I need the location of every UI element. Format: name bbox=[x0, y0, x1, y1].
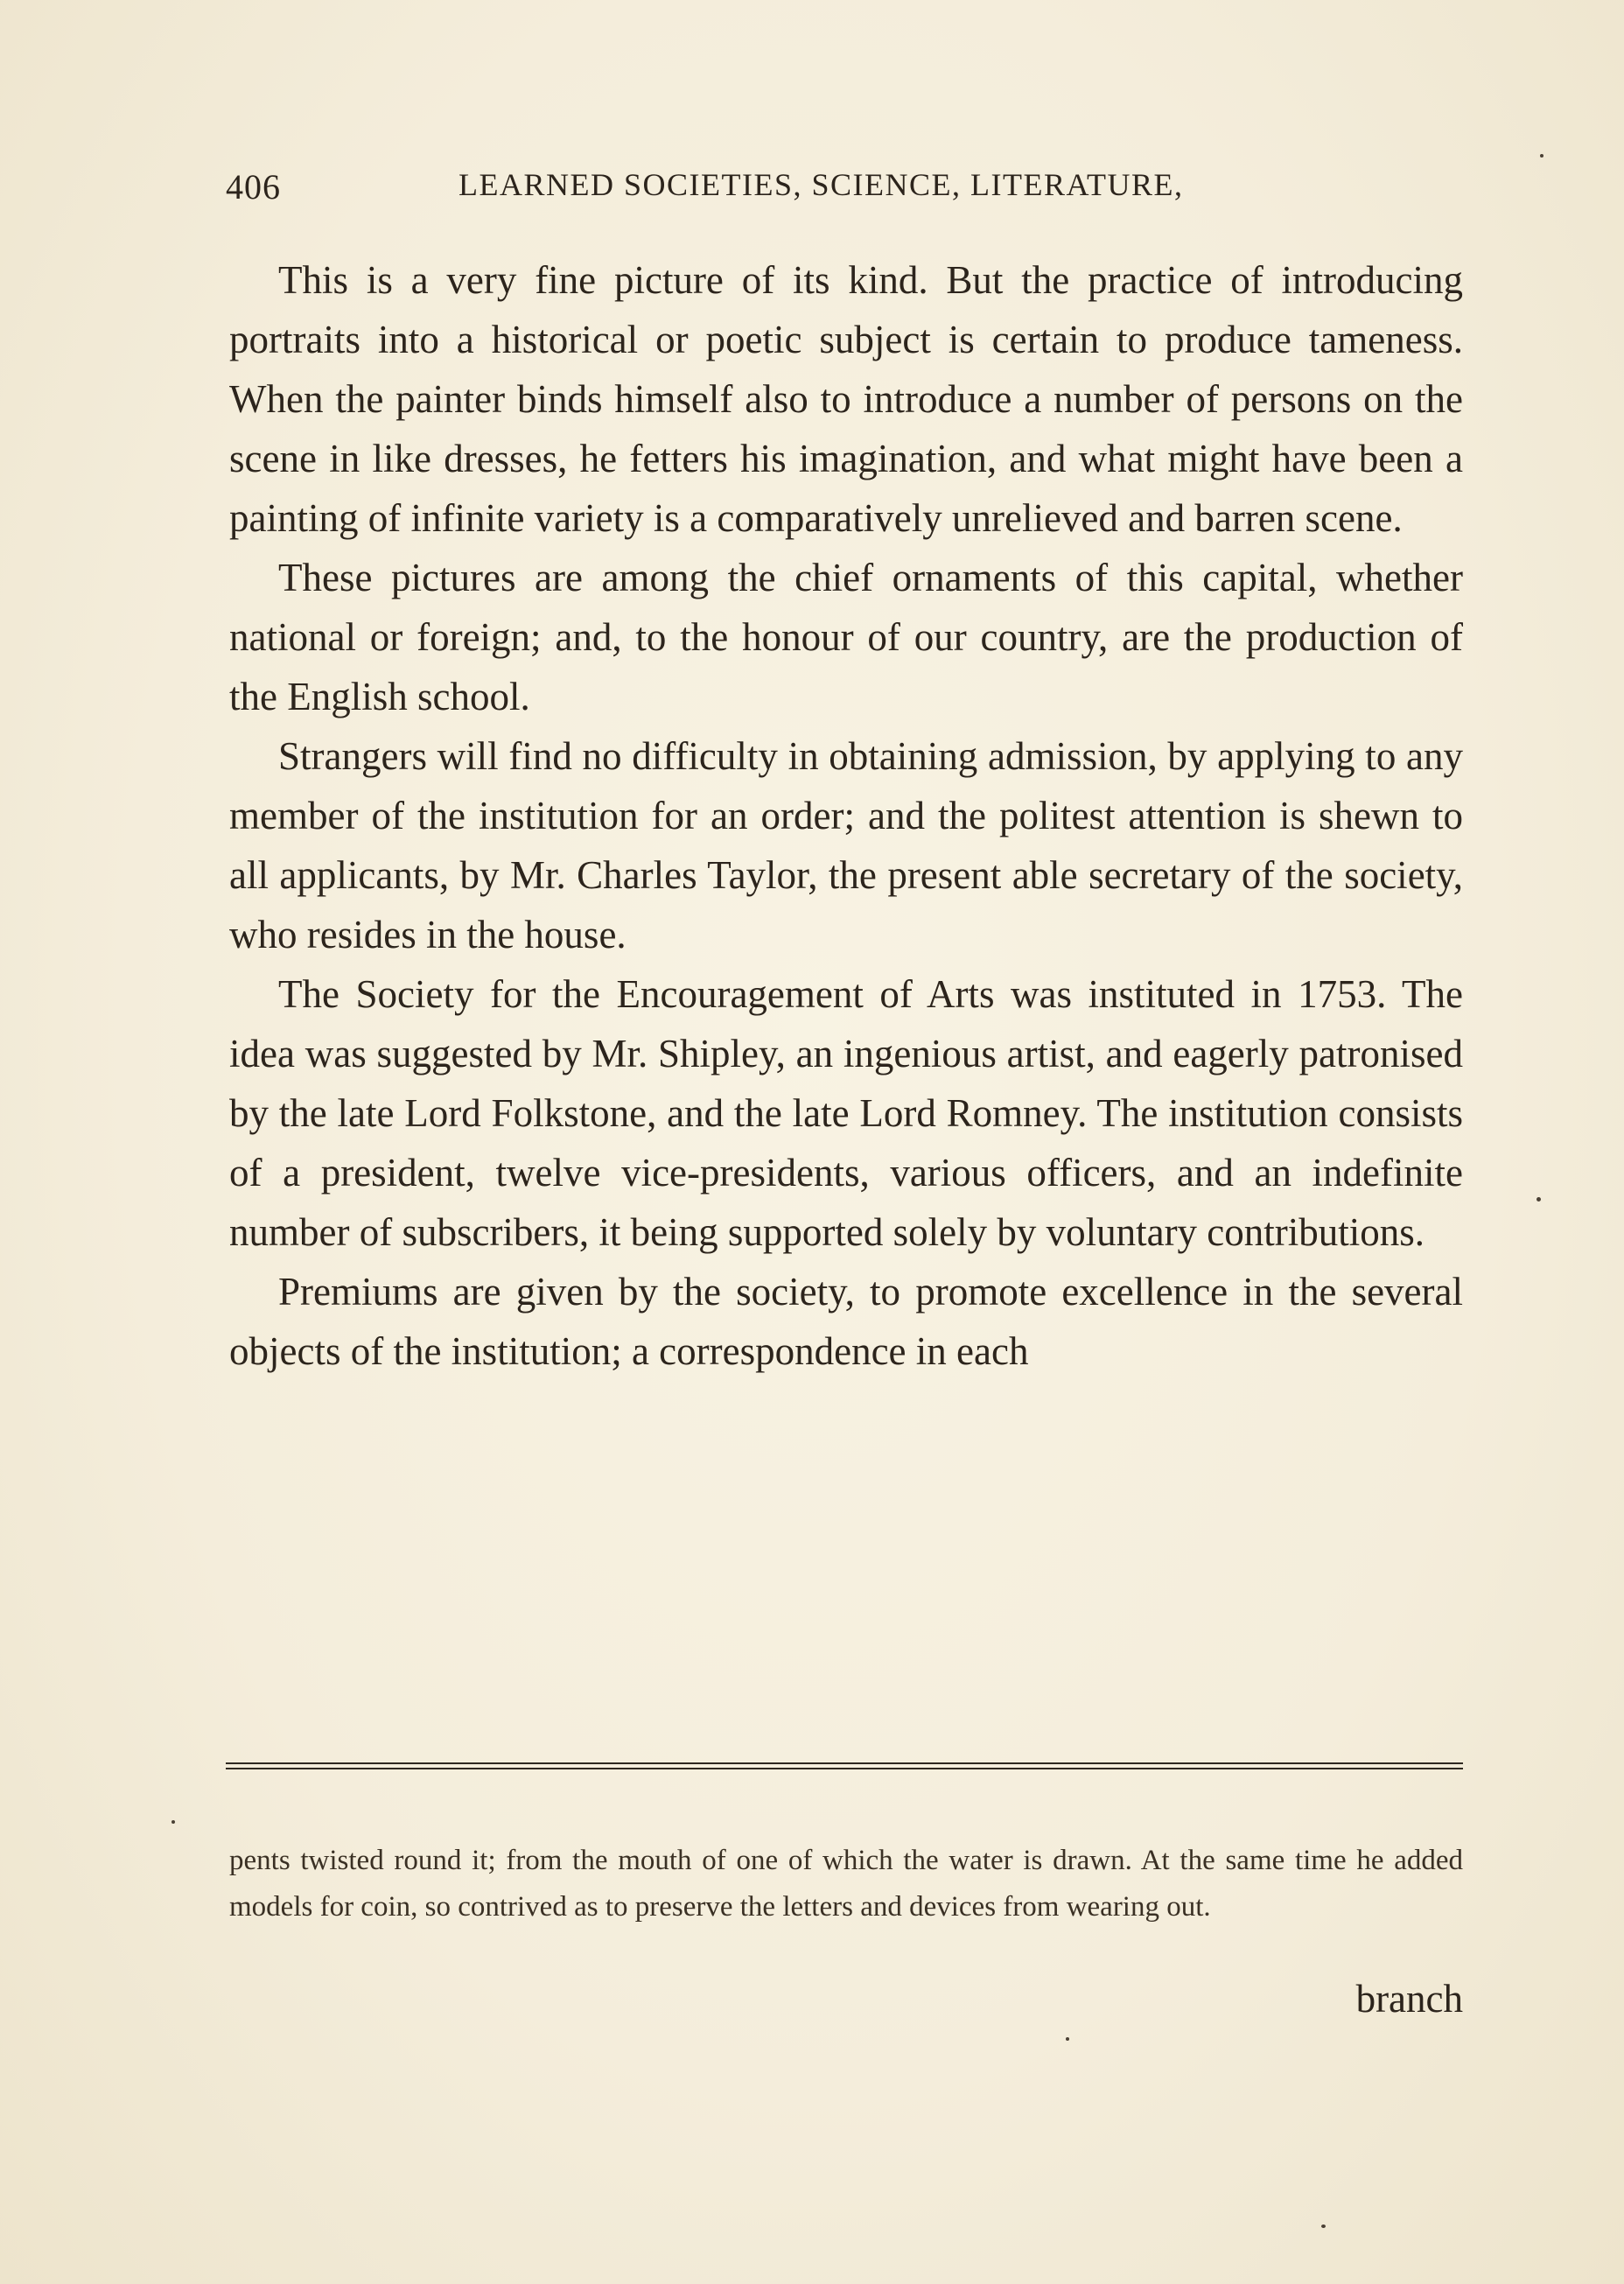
paragraph: This is a very fine picture of its kind. But the practice of introducing portraits into a historical or poetic subject is certain to produce tameness. When the painter binds himself also to introduce a number of persons on the scene in like dresses, he fetters his imagination, and what might have been a painting of infinite variety is a comparatively unrelieved and barren scene. bbox=[229, 258, 1463, 540]
divider-line bbox=[226, 1762, 1463, 1764]
running-head bbox=[226, 166, 1460, 219]
page-number: 406 bbox=[226, 167, 281, 207]
footnote bbox=[229, 1838, 1463, 1930]
paper-speck bbox=[1321, 2224, 1326, 2228]
paper-speck bbox=[1536, 1197, 1541, 1202]
footnote-text: pents twisted round it; from the mouth of one of which the water is drawn. At the same time he added models for coin, so contrived as to preserve the letters and devices from wearing out. bbox=[229, 1845, 1463, 1923]
paragraph: Premiums are given by the society, to promote excellence in the several objects of the institution; a correspondence in each bbox=[229, 1270, 1463, 1373]
paper-speck bbox=[1066, 2037, 1069, 2041]
running-title: LEARNED SOCIETIES, SCIENCE, LITERATURE, bbox=[458, 167, 1184, 202]
paragraph: Strangers will find no difficulty in obtaining admission, by applying to any member of the institution for an order; and the politest attention is shewn to all applicants, by Mr. Charles Taylor, the present able secretary of the society, who resides in the house. bbox=[229, 734, 1463, 956]
body-text bbox=[229, 250, 1463, 1381]
footnote-divider bbox=[226, 1762, 1463, 1773]
paper-speck bbox=[172, 1820, 175, 1824]
divider-line bbox=[226, 1768, 1463, 1769]
paper-speck bbox=[1540, 154, 1544, 158]
paragraph: The Society for the Encouragement of Arts was instituted in 1753. The idea was suggested by Mr. Shipley, an ingenious artist, and eagerly patronised by the late Lord Folkstone, and the late Lord Romney. The institution consists of a president, twelve vice-presidents, various officers, and an indefinite number of subscribers, it being supported solely by voluntary contributions. bbox=[229, 972, 1463, 1254]
catchword: branch bbox=[1355, 1977, 1463, 2021]
paragraph: These pictures are among the chief ornaments of this capital, whether national or foreign; and, to the honour of our country, are the production of the English school. bbox=[229, 556, 1463, 718]
